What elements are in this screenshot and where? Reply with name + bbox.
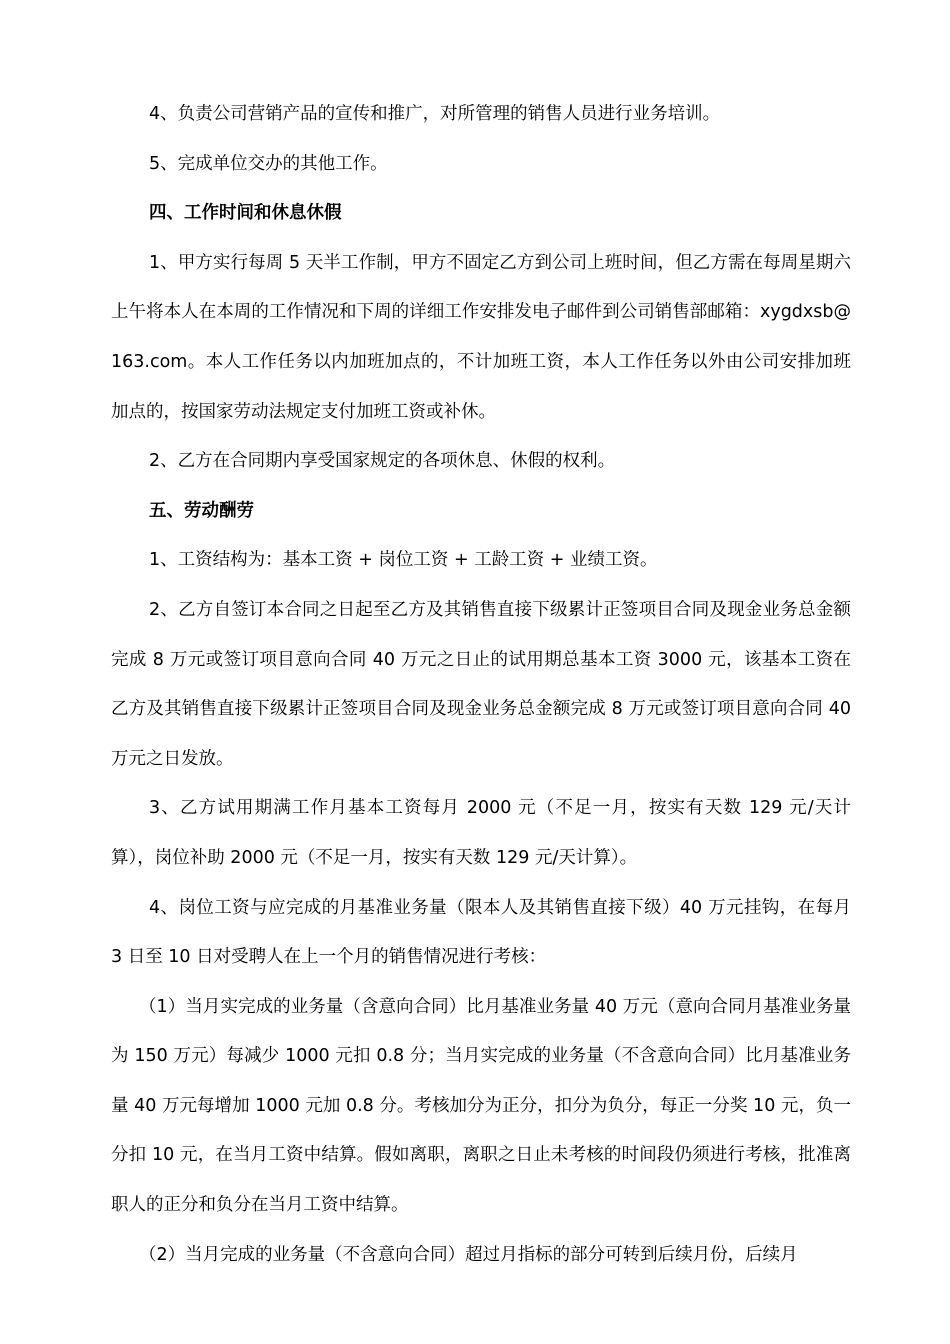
remuneration-item-2: 2、乙方自签订本合同之日起至乙方及其销售直接下级累计正签项目合同及现金业务总金额完成 8 万元或签订项目意向合同 40 万元之日止的试用期总基本工资 3000 元，该基本工资在乙方及其销售直接下级累计正签项目合同及现金业务总金额完成 8 万元或签订项目意向合同 40 万元之日发放。 — [111, 599, 851, 769]
assessment-subitem-2: （2）当月完成的业务量（不含意向合同）超过月指标的部分可转到后续月份，后续月 — [139, 1244, 798, 1265]
work-hours-item-1: 1、甲方实行每周 5 天半工作制，甲方不固定乙方到公司上班时间，但乙方需在每周星期六上午将本人在本周的工作情况和下周的详细工作安排发电子邮件到公司销售部邮箱：xygdxsb@163.com。本人工作任务以内加班加点的，不计加班工资，本人工作任务以外由公司安排加班加点的，按国家劳动法规定支付加班工资或补休。 — [111, 252, 852, 422]
work-hours-item-2: 2、乙方在合同期内享受国家规定的各项休息、休假的权利。 — [149, 451, 616, 472]
duty-item-5: 5、完成单位交办的其他工作。 — [149, 153, 388, 174]
remuneration-item-4: 4、岗位工资与应完成的月基准业务量（限本人及其销售直接下级）40 万元挂钩，在每月 3 日至 10 日对受聘人在上一个月的销售情况进行考核： — [111, 897, 851, 968]
section-heading-work-hours: 四、工作时间和休息休假 — [149, 203, 342, 224]
document-body — [111, 90, 851, 1280]
remuneration-item-3: 3、乙方试用期满工作月基本工资每月 2000 元（不足一月，按实有天数 129 元/天计算），岗位补助 2000 元（不足一月，按实有天数 129 元/天计算）。 — [111, 798, 851, 868]
duty-item-4: 4、负责公司营销产品的宣传和推广，对所管理的销售人员进行业务培训。 — [149, 104, 721, 124]
assessment-subitem-1: （1）当月实完成的业务量（含意向合同）比月基准业务量 40 万元（意向合同月基准业务量为 150 万元）每减少 1000 元扣 0.8 分；当月实完成的业务量（不含意向合同）比月基准业务量 40 万元每增加 1000 元加 0.8 分。考核加分为正分，扣分为负分，每正一分奖 10 元，负一分扣 10 元，在当月工资中结算。假如离职，离职之日止未考核的时间段仍须进行考核，批准离职人的正分和负分在当月工资中结算。 — [111, 996, 851, 1216]
section-heading-remuneration: 五、劳动酬劳 — [149, 500, 254, 521]
remuneration-item-1: 1、工资结构为：基本工资 + 岗位工资 + 工龄工资 + 业绩工资。 — [149, 550, 658, 571]
